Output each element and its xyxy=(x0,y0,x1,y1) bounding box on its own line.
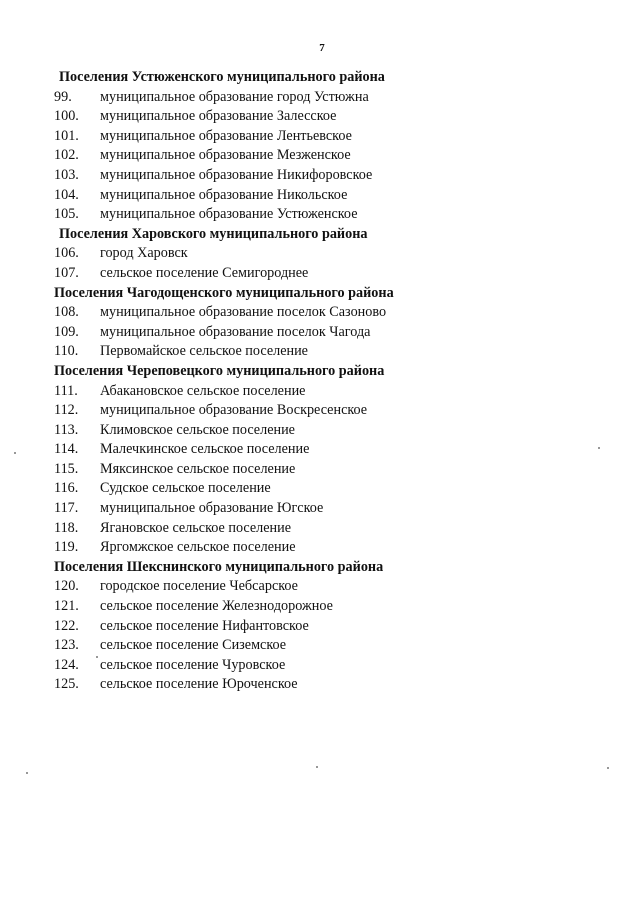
item-name: муниципальное образование Югское xyxy=(100,500,324,517)
item-number: 109. xyxy=(54,323,79,340)
item-name: муниципальное образование поселок Сазоново xyxy=(100,304,387,321)
item-number: 124. xyxy=(54,656,79,673)
item-name: Судское сельское поселение xyxy=(100,480,271,497)
item-name: муниципальное образование поселок Чагода xyxy=(100,323,371,340)
item-number: 121. xyxy=(54,598,79,615)
item-name: Яргомжское сельское поселение xyxy=(100,539,296,556)
item-number: 115. xyxy=(54,460,79,477)
list-item xyxy=(54,577,614,597)
item-name: город Харовск xyxy=(100,245,188,262)
item-name: Первомайское сельское поселение xyxy=(100,343,308,360)
item-number: 110. xyxy=(54,343,79,360)
list-item xyxy=(54,440,614,460)
scan-speck xyxy=(96,656,98,658)
item-number: 106. xyxy=(54,245,79,262)
item-name: сельское поселение Сиземское xyxy=(100,637,287,654)
item-name: сельское поселение Железнодорожное xyxy=(100,598,333,615)
item-name: Ягановское сельское поселение xyxy=(100,519,292,536)
item-name: муниципальное образование Воскресенское xyxy=(100,402,368,419)
list-item xyxy=(54,244,614,264)
list-item xyxy=(54,675,614,695)
item-number: 111. xyxy=(54,382,78,399)
section-heading-cherepovets: Поселения Череповецкого муниципального района xyxy=(54,362,385,379)
item-name: Абакановское сельское поселение xyxy=(100,382,306,399)
item-number: 101. xyxy=(54,127,79,144)
list-item xyxy=(54,186,614,206)
list-item xyxy=(54,519,614,539)
item-name: муниципальное образование Залесское xyxy=(100,108,337,125)
item-number: 105. xyxy=(54,206,79,223)
item-name: сельское поселение Нифантовское xyxy=(100,617,309,634)
section-heading-sheksna: Поселения Шекснинского муниципального района xyxy=(54,558,384,575)
scan-speck xyxy=(26,772,28,774)
list-item xyxy=(54,382,614,402)
list-item xyxy=(54,636,614,656)
scan-speck xyxy=(607,767,609,769)
list-item xyxy=(54,499,614,519)
list-item xyxy=(54,323,614,343)
list-item xyxy=(54,656,614,676)
item-name: сельское поселение Семигороднее xyxy=(100,264,309,281)
scan-speck xyxy=(14,452,16,454)
item-name: сельское поселение Чуровское xyxy=(100,656,286,673)
item-name: муниципальное образование Никольское xyxy=(100,186,348,203)
scan-speck xyxy=(598,447,600,449)
item-number: 122. xyxy=(54,617,79,634)
list-item xyxy=(54,205,614,225)
list-item xyxy=(54,88,614,108)
list-item xyxy=(54,597,614,617)
settlements-list xyxy=(54,68,614,695)
item-number: 108. xyxy=(54,304,79,321)
section-heading-chagoda: Поселения Чагодощенского муниципального района xyxy=(54,284,394,301)
list-item xyxy=(54,303,614,323)
section-heading-ustyuzhna: Поселения Устюженского муниципального района xyxy=(59,69,385,85)
item-number: 99. xyxy=(54,88,72,105)
item-number: 100. xyxy=(54,108,79,125)
list-item xyxy=(54,166,614,186)
item-number: 114. xyxy=(54,441,79,458)
item-number: 119. xyxy=(54,539,79,556)
item-number: 113. xyxy=(54,421,79,438)
section-heading-kharovsk: Поселения Харовского муниципального района xyxy=(59,225,368,242)
list-item xyxy=(54,107,614,127)
item-number: 103. xyxy=(54,166,79,183)
item-name: муниципальное образование Лентьевское xyxy=(100,127,352,144)
item-name: Малечкинское сельское поселение xyxy=(100,441,310,458)
item-number: 120. xyxy=(54,578,79,595)
item-number: 125. xyxy=(54,676,79,693)
list-item xyxy=(54,127,614,147)
item-name: городское поселение Чебсарское xyxy=(100,578,298,595)
item-number: 102. xyxy=(54,147,79,164)
item-name: Мяксинское сельское поселение xyxy=(100,460,296,477)
list-item xyxy=(54,617,614,637)
list-item xyxy=(54,342,614,362)
item-number: 116. xyxy=(54,480,79,497)
list-item xyxy=(54,421,614,441)
list-item xyxy=(54,146,614,166)
list-item xyxy=(54,538,614,558)
item-number: 117. xyxy=(54,500,79,517)
item-name: муниципальное образование Устюженское xyxy=(100,206,358,223)
page-number: 7 xyxy=(319,42,325,54)
item-name: муниципальное образование город Устюжна xyxy=(100,88,369,105)
list-item xyxy=(54,479,614,499)
item-number: 112. xyxy=(54,402,79,419)
list-item xyxy=(54,460,614,480)
item-name: муниципальное образование Никифоровское xyxy=(100,166,373,183)
item-number: 118. xyxy=(54,519,79,536)
item-name: муниципальное образование Мезженское xyxy=(100,147,351,164)
item-number: 123. xyxy=(54,637,79,654)
scan-speck xyxy=(316,766,318,768)
list-item xyxy=(54,401,614,421)
list-item xyxy=(54,264,614,284)
item-name: сельское поселение Юроченское xyxy=(100,676,298,693)
item-number: 107. xyxy=(54,264,79,281)
item-number: 104. xyxy=(54,186,79,203)
item-name: Климовское сельское поселение xyxy=(100,421,295,438)
